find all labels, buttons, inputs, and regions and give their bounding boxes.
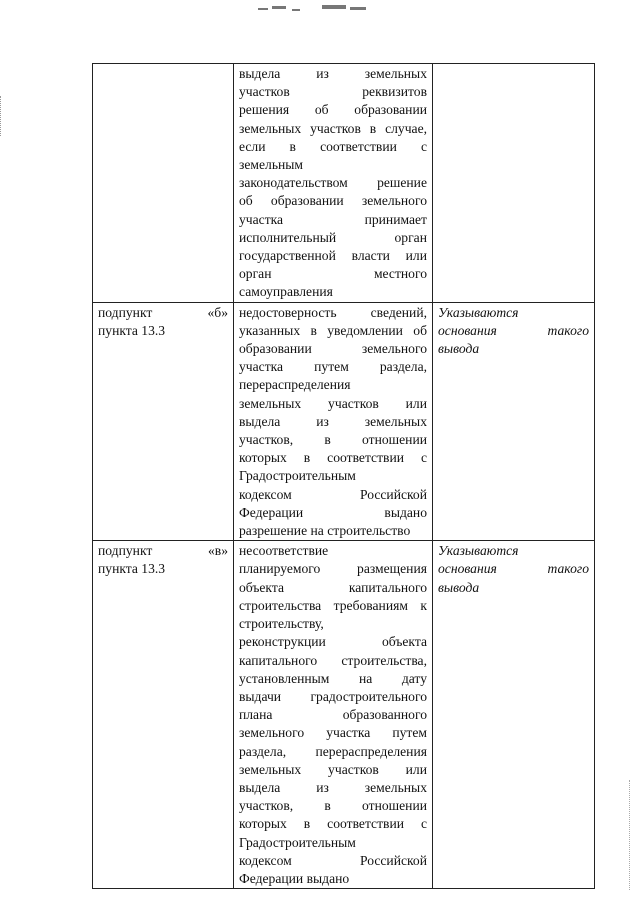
- justification-cell: [433, 302, 595, 541]
- cell-text-line: выдела из земельных: [239, 779, 427, 795]
- cell-text-line: земельного участка путем: [239, 725, 427, 741]
- cell-text-line: Указываются: [438, 304, 519, 320]
- cell-text-line: участков, в отношении: [239, 432, 427, 448]
- cell-text-line: участков реквизитов: [239, 84, 427, 100]
- cell-text-line: реконструкции объекта: [239, 634, 427, 650]
- cell-text-line: перераспределения: [239, 377, 351, 393]
- cell-text-line: земельных участков в случае,: [239, 120, 427, 136]
- cell-text-line: пункта 13.3: [98, 561, 166, 577]
- reason-cell: [234, 302, 433, 541]
- cell-text-line: Градостроительным: [239, 468, 356, 484]
- provision-cell: [93, 302, 234, 541]
- cell-text-line: участка путем раздела,: [239, 359, 427, 375]
- cell-text-line: вывода: [438, 341, 480, 357]
- table-row: [93, 541, 595, 889]
- cell-text-line: строительства требованиям к: [239, 597, 427, 613]
- cell-text-line: объекта капитального: [239, 579, 427, 595]
- cell-text-line: кодексом Российской: [239, 852, 427, 868]
- cell-text-line: решения об образовании: [239, 102, 427, 118]
- cell-text-line: земельных участков или: [239, 761, 427, 777]
- cell-text-line: государственной власти или: [239, 248, 427, 264]
- reason-cell: [234, 541, 433, 889]
- cell-text-line: основания такого: [438, 322, 589, 338]
- cell-text-line: Указываются: [438, 543, 519, 559]
- provision-cell: [93, 541, 234, 889]
- cell-text-line: Федерации выдано: [239, 504, 427, 520]
- cell-text-line: установленным на дату: [239, 670, 427, 686]
- cell-text-line: если в соответствии с: [239, 138, 427, 154]
- reason-cell: [234, 64, 433, 303]
- cell-text-line: об образовании земельного: [239, 193, 427, 209]
- scan-margin-mark: [0, 96, 4, 136]
- provision-cell: [93, 64, 234, 303]
- cell-text-line: участков, в отношении: [239, 798, 427, 814]
- cell-text-line: планируемого размещения: [239, 561, 427, 577]
- cell-text-line: исполнительный орган: [239, 229, 427, 245]
- cell-text-line: подпункт «б»: [98, 304, 228, 320]
- cell-text-line: строительству,: [239, 616, 324, 632]
- cell-text-line: которых в соответствии с: [239, 816, 427, 832]
- cell-text-line: основания такого: [438, 561, 589, 577]
- table-row: [93, 64, 595, 303]
- cell-text-line: пункта 13.3: [98, 322, 166, 338]
- cell-text-line: указанных в уведомлении об: [239, 322, 427, 338]
- cell-text-line: самоуправления: [239, 284, 333, 300]
- justification-cell: [433, 541, 595, 889]
- justification-cell: [433, 64, 595, 303]
- cell-text-line: земельных участков или: [239, 395, 427, 411]
- scan-artifact: [250, 2, 380, 16]
- cell-text-line: несоответствие: [239, 543, 329, 559]
- cell-text-line: Градостроительным: [239, 834, 356, 850]
- cell-text-line: выдела из земельных: [239, 66, 427, 81]
- cell-text-line: капитального строительства,: [239, 652, 427, 668]
- cell-text-line: плана образованного: [239, 707, 427, 723]
- cell-text-line: законодательством решение: [239, 175, 427, 191]
- table-row: [93, 302, 595, 541]
- document-table: [92, 63, 595, 889]
- cell-text-line: участка принимает: [239, 211, 427, 227]
- cell-text-line: выдачи градостроительного: [239, 688, 427, 704]
- cell-text-line: орган местного: [239, 266, 427, 282]
- cell-text-line: земельным: [239, 157, 304, 173]
- cell-text-line: вывода: [438, 579, 480, 595]
- cell-text-line: раздела, перераспределения: [239, 743, 427, 759]
- cell-text-line: подпункт «в»: [98, 543, 228, 559]
- scan-edge-line: [629, 780, 631, 890]
- cell-text-line: недостоверность сведений,: [239, 304, 427, 320]
- cell-text-line: образовании земельного: [239, 341, 427, 357]
- cell-text-line: выдела из земельных: [239, 413, 427, 429]
- cell-text-line: Федерации выдано: [239, 870, 350, 886]
- cell-text-line: которых в соответствии с: [239, 450, 427, 466]
- cell-text-line: кодексом Российской: [239, 486, 427, 502]
- cell-text-line: разрешение на строительство: [239, 523, 411, 539]
